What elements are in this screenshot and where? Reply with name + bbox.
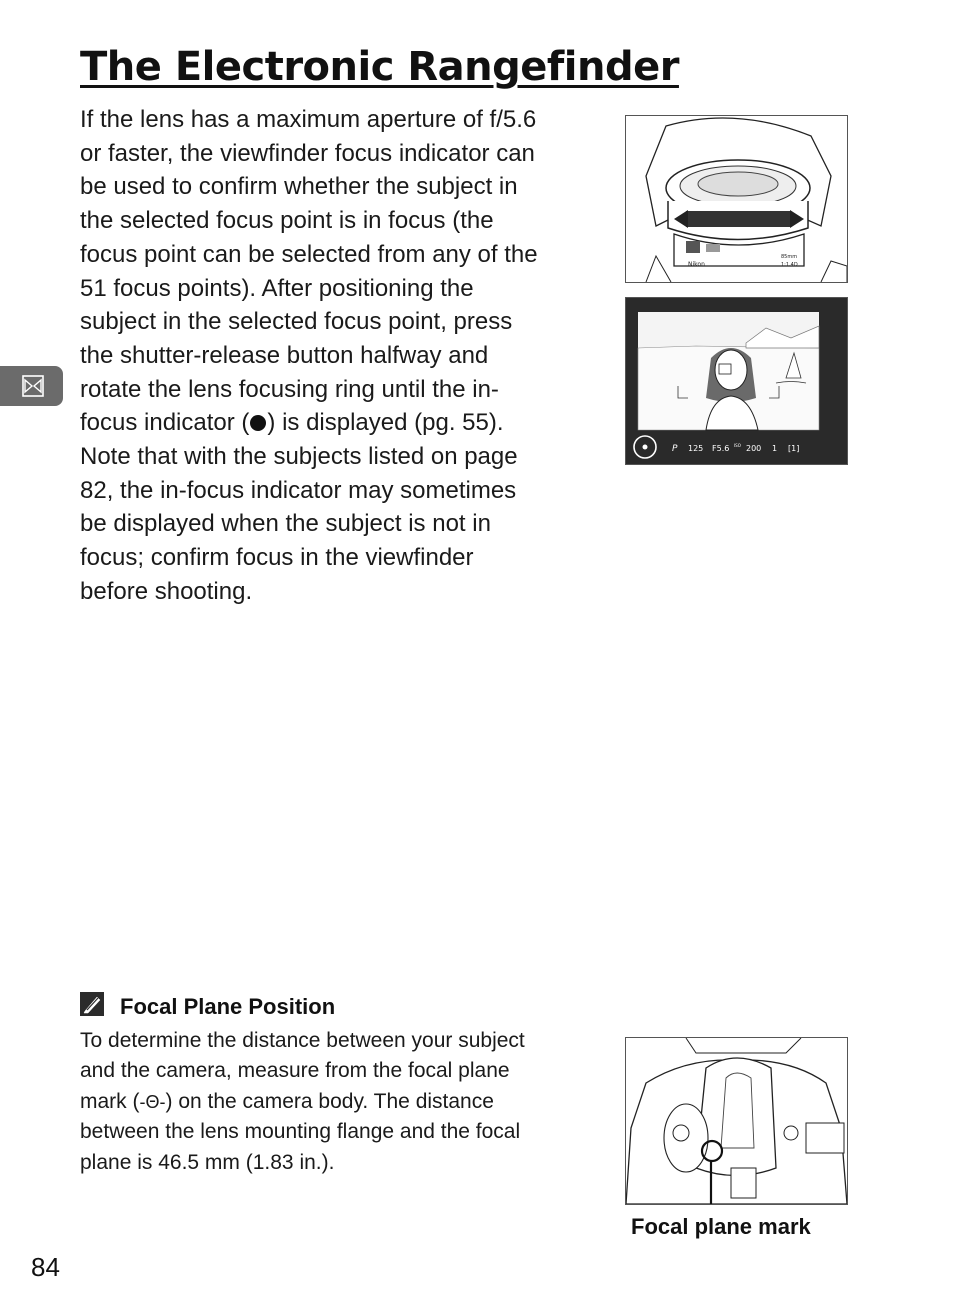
camera-top-illustration bbox=[625, 1037, 848, 1205]
viewfinder-illustration bbox=[625, 297, 848, 465]
lens-drawing bbox=[626, 116, 847, 282]
lens-focal-label: 85mm bbox=[781, 254, 798, 260]
note-line: To determine the distance between your subject bbox=[80, 1029, 525, 1052]
camera-drawing bbox=[626, 1038, 847, 1204]
vf-shutter: 125 bbox=[688, 444, 704, 453]
body-line: the selected focus point is in focus (the bbox=[80, 207, 494, 235]
note-line: between the lens mounting flange and the focal bbox=[80, 1120, 521, 1144]
body-line: focus point can be selected from any of the bbox=[80, 240, 538, 268]
note-line-part: ) on the camera body. The distance bbox=[165, 1089, 494, 1113]
body-line: rotate the lens focusing ring until the in- bbox=[80, 375, 499, 403]
body-line: If the lens has a maximum aperture of f/5.6 bbox=[80, 106, 537, 133]
body-line: be displayed when the subject is not in bbox=[80, 510, 491, 538]
body-line: 82, the in-focus indicator may sometimes bbox=[80, 476, 517, 504]
note-line bbox=[80, 1087, 595, 1117]
page-title: The Electronic Rangefinder bbox=[80, 44, 679, 90]
vf-iso-label: ISO bbox=[734, 443, 741, 448]
body-line: before shooting. bbox=[80, 577, 253, 605]
body-line bbox=[80, 406, 590, 440]
note-paragraph bbox=[80, 1026, 595, 1178]
vf-mode: P bbox=[672, 444, 678, 454]
shooting-mode-icon bbox=[22, 374, 44, 398]
vf-count: 1 bbox=[772, 444, 778, 453]
in-focus-indicator-icon bbox=[250, 415, 266, 431]
focal-plane-symbol-icon: -Θ- bbox=[139, 1091, 166, 1112]
body-line: subject in the selected focus point, press bbox=[80, 308, 513, 336]
vf-iso: 200 bbox=[746, 444, 762, 453]
page-number: 84 bbox=[31, 1252, 60, 1282]
body-line-part: ) is displayed (pg. 55). bbox=[267, 409, 504, 437]
body-paragraph bbox=[80, 103, 590, 609]
section-tab[interactable] bbox=[0, 366, 63, 406]
body-line-part: focus indicator ( bbox=[80, 409, 250, 437]
body-line: Note that with the subjects listed on page bbox=[80, 443, 518, 471]
body-line: the shutter-release button halfway and bbox=[80, 341, 489, 369]
vf-frames: [1] bbox=[788, 444, 800, 453]
body-line: be used to confirm whether the subject in bbox=[80, 173, 518, 201]
body-line: or faster, the viewfinder focus indicator can bbox=[80, 139, 535, 167]
figure-caption: Focal plane mark bbox=[631, 1214, 811, 1239]
viewfinder-drawing bbox=[626, 298, 847, 464]
note-title: Focal Plane Position bbox=[120, 994, 336, 1019]
vf-aperture: F5.6 bbox=[712, 444, 730, 453]
note-line-part: mark ( bbox=[80, 1089, 140, 1113]
lens-brand-label: Nikon bbox=[688, 261, 705, 268]
note-line: and the camera, measure from the focal plane bbox=[80, 1059, 510, 1083]
body-line: 51 focus points). After positioning the bbox=[80, 274, 474, 302]
body-line: focus; confirm focus in the viewfinder bbox=[80, 544, 474, 572]
note-pencil-icon bbox=[80, 992, 104, 1016]
lens-focus-ring-illustration bbox=[625, 115, 848, 283]
lens-aperture-label: 1:1.4D bbox=[781, 262, 798, 268]
note-line: plane is 46.5 mm (1.83 in.). bbox=[80, 1150, 335, 1174]
